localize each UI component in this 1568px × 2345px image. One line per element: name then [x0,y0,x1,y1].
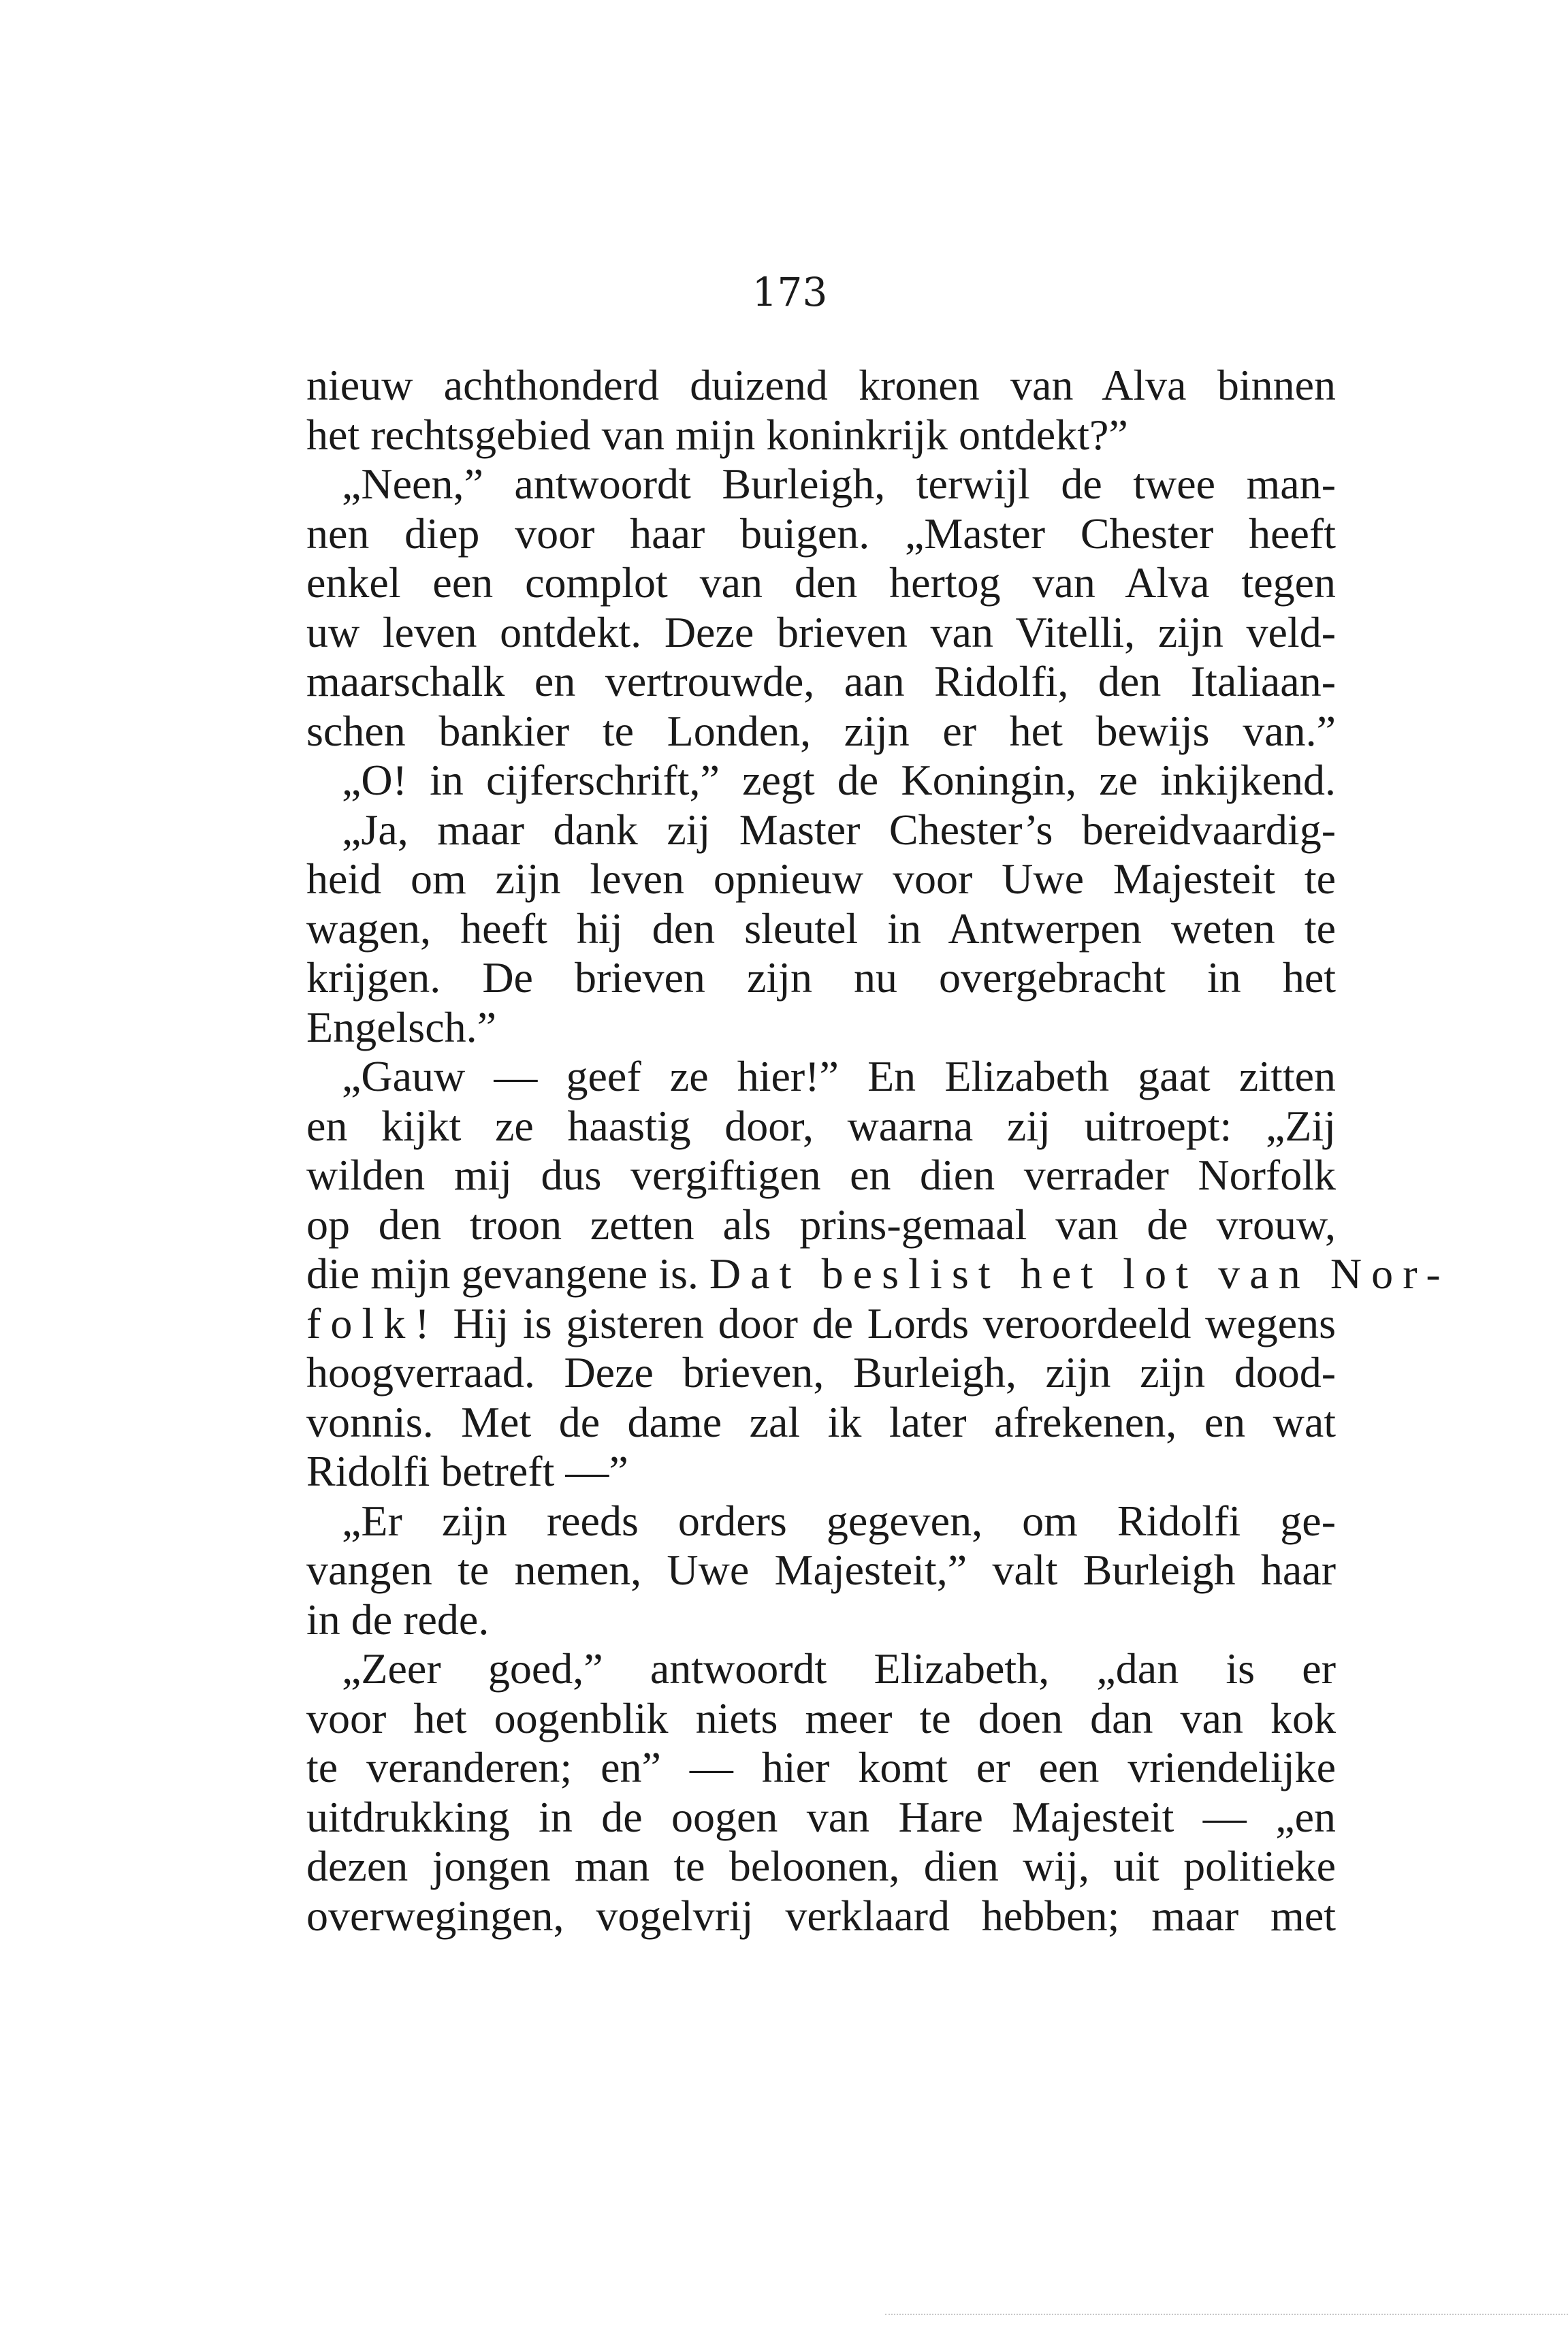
text-span: die mijn gevangene is. [306,1249,709,1298]
text-line: en kijkt ze haastig door, waarna zij uitroept: „Zij [306,1101,1336,1150]
text-line: vangen te nemen, Uwe Majesteit,” valt Burleigh haar [306,1546,1336,1594]
text-line: „O! in cijferschrift,” zegt de Koningin, ze inkijkend. [342,756,1336,804]
page-number: 173 [752,269,828,315]
text-line-spaced [306,1249,1450,1299]
text-line: overwegingen, vogelvrij verklaard hebben; maar met [306,1891,1336,1940]
emphasized-text: folk! [306,1298,439,1347]
text-span: Hij is gisteren door de Lords veroordeeld wegens [438,1298,1336,1347]
text-line: heid om zijn leven opnieuw voor Uwe Majesteit te [306,855,1336,903]
text-line: wilden mij dus vergiftigen en dien verrader Norfolk [306,1151,1336,1199]
text-line: „Ja, maar dank zij Master Chester’s bereidvaardig- [342,805,1336,854]
text-line: vonnis. Met de dame zal ik later afrekenen, en wat [306,1397,1336,1446]
text-line-spaced-2 [306,1299,1336,1349]
text-line: krijgen. De brieven zijn nu overgebracht in het [306,953,1336,1002]
text-line: „Neen,” antwoordt Burleigh, terwijl de twee man- [342,460,1336,508]
text-line: nieuw achthonderd duizend kronen van Alva binnen [306,361,1336,409]
text-line: hoogverraad. Deze brieven, Burleigh, zijn zijn dood- [306,1348,1336,1397]
text-line: enkel een complot van den hertog van Alva tegen [306,558,1336,607]
text-line: „Er zijn reeds orders gegeven, om Ridolfi ge- [342,1496,1336,1545]
emphasized-text: Dat beslist het lot van Nor- [709,1249,1450,1298]
text-line: nen diep voor haar buigen. „Master Chester heeft [306,509,1336,558]
text-line: dezen jongen man te beloonen, dien wij, uit politieke [306,1842,1336,1890]
text-line: „Gauw — geef ze hier!” En Elizabeth gaat zitten [342,1052,1336,1100]
text-line: voor het oogenblik niets meer te doen dan van kok [306,1693,1336,1742]
text-line: uw leven ontdekt. Deze brieven van Vitelli, zijn veld- [306,607,1336,656]
text-line: maarschalk en vertrouwde, aan Ridolfi, den Italiaan- [306,657,1336,705]
scan-edge-rule [885,2314,1568,2315]
text-line: Engelsch.” [306,1002,496,1051]
body-text [306,361,1450,1941]
text-line: wagen, heeft hij den sleutel in Antwerpen weten te [306,904,1336,953]
text-line: schen bankier te Londen, zijn er het bewijs van.” [306,706,1336,755]
text-line: op den troon zetten als prins-gemaal van de vrouw, [306,1200,1336,1249]
text-line: uitdrukking in de oogen van Hare Majesteit — „en [306,1792,1336,1841]
text-line: in de rede. [306,1595,490,1644]
text-line: te veranderen; en” — hier komt er een vriendelijke [306,1743,1336,1791]
text-line: Ridolfi betreft —” [306,1447,628,1495]
text-line: „Zeer goed,” antwoordt Elizabeth, „dan is er [342,1644,1336,1693]
text-line: het rechtsgebied van mijn koninkrijk ontdekt?” [306,410,1128,459]
